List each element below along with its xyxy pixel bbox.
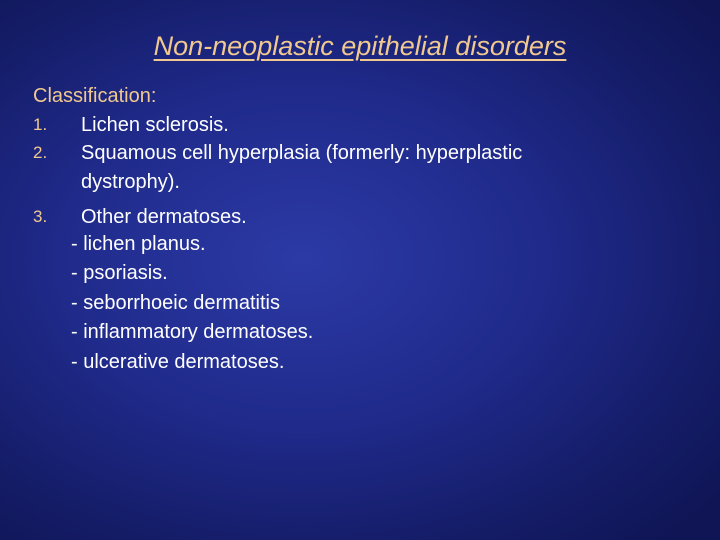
list-item — [33, 109, 693, 138]
list-number: 1. — [33, 114, 48, 134]
list-item — [33, 137, 693, 197]
list-number: 2. — [33, 143, 48, 162]
list-item-text: Lichen sclerosis. — [81, 113, 229, 136]
sublist-item: - inflammatory dermatoses. — [71, 321, 314, 343]
slide-body — [33, 84, 693, 377]
list-item-text: Squamous cell hyperplasia (formerly: hyperplastic dystrophy). — [81, 142, 523, 193]
list-item-text: Other dermatoses. — [81, 206, 247, 228]
slide-title: Non-neoplastic epithelial disorders — [153, 31, 567, 61]
sublist-item: - ulcerative dermatoses. — [71, 350, 285, 373]
dermatoses-sublist — [33, 230, 693, 378]
sublist-item: - seborrhoeic dermatitis — [71, 291, 280, 314]
classification-heading: Classification: — [33, 85, 157, 107]
sublist-item: - psoriasis. — [71, 262, 168, 284]
list-number: 3. — [33, 207, 48, 226]
list-item — [33, 197, 693, 230]
sublist-item: - lichen planus. — [71, 232, 206, 255]
